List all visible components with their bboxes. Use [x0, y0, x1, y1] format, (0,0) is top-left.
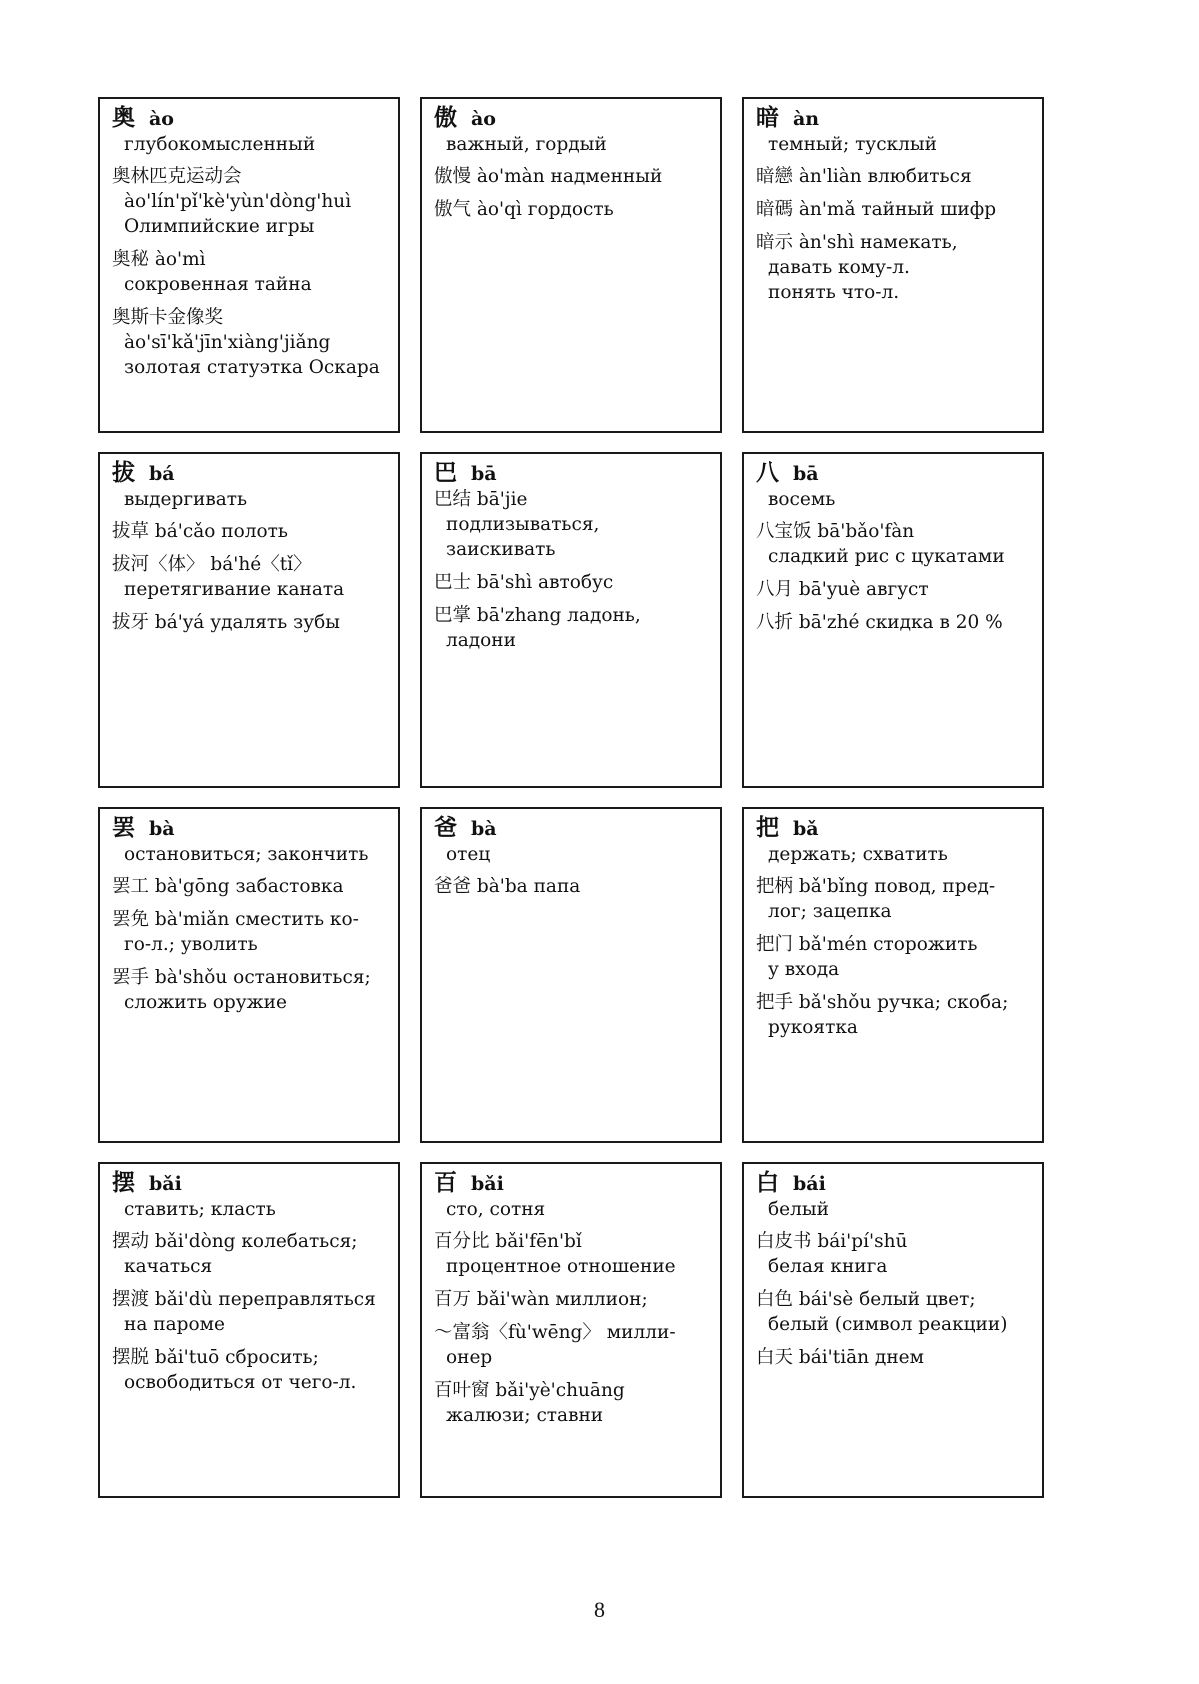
entry-continuation-line: подлизываться, заискивать [446, 514, 600, 560]
card-header [756, 1170, 1034, 1197]
entry-line: 把柄 bǎ'bǐng повод, пред- [756, 876, 996, 897]
entry-continuation-line: освободиться от чего-л. [124, 1372, 357, 1393]
dictionary-card [98, 452, 400, 788]
entry-continuation-line: качаться [124, 1256, 213, 1277]
headword-meaning: отец [446, 844, 491, 865]
dictionary-card [420, 807, 722, 1143]
card-header [434, 105, 712, 132]
headword-pinyin: ào [471, 108, 496, 130]
headword-meaning: темный; тусклый [768, 134, 937, 155]
headword-meaning: белый [768, 1199, 829, 1220]
headword-pinyin: ào [149, 108, 174, 130]
card-header [112, 1170, 390, 1197]
headword-hanzi: 巴 [434, 459, 457, 486]
entry-continuation-line: ào'lín'pǐ'kè'yùn'dòng'huì [124, 191, 352, 212]
entry-line: 奥林匹克运动会 [112, 166, 242, 187]
dictionary-card [742, 1162, 1044, 1498]
entry-line: 罢免 bà'miǎn сместить ко- [112, 909, 359, 930]
compound-entry [756, 874, 1034, 924]
entry-line: 暗戀 àn'liàn влюбиться [756, 166, 972, 187]
entry-line: 奥秘 ào'mì [112, 249, 206, 270]
entry-line: 白天 bái'tiān днем [756, 1347, 924, 1368]
headword-meaning: восемь [768, 489, 836, 510]
entry-line: 白色 bái'sè белый цвет; [756, 1289, 976, 1310]
entry-continuation-line: белая книга [768, 1256, 888, 1277]
entry-line: 罢手 bà'shǒu остановиться; [112, 967, 371, 988]
entry-continuation-line: лог; зацепка [768, 901, 892, 922]
compound-entry [112, 874, 390, 899]
card-header [756, 815, 1034, 842]
headword-meaning: ставить; класть [124, 1199, 276, 1220]
dictionary-card [420, 452, 722, 788]
compound-entry [756, 577, 1034, 602]
entry-line: 摆脱 bǎi'tuō сбросить; [112, 1347, 319, 1368]
headword-pinyin: bà [149, 818, 175, 840]
entry-line: 把手 bǎ'shǒu ручка; скоба; [756, 992, 1009, 1013]
compound-entry [434, 1229, 712, 1279]
entry-line: 爸爸 bà'ba папа [434, 876, 581, 897]
dictionary-card [98, 1162, 400, 1498]
headword-meaning: важный, гордый [446, 134, 607, 155]
headword-hanzi: 拔 [112, 459, 135, 486]
entry-line: 白皮书 bái'pí'shū [756, 1231, 908, 1252]
headword-hanzi: 摆 [112, 1169, 135, 1196]
entry-line: 拔河〈体〉 bá'hé〈tǐ〉 [112, 554, 312, 575]
compound-entry [112, 610, 390, 635]
entry-continuation-line: процентное отношение [446, 1256, 676, 1277]
entry-continuation-line: сладкий рис с цукатами [768, 546, 1005, 567]
dictionary-card [420, 1162, 722, 1498]
compound-entry [434, 603, 712, 653]
compound-entry [112, 965, 390, 1015]
compound-entry [756, 1229, 1034, 1279]
dictionary-card [98, 807, 400, 1143]
headword-pinyin: bā [471, 463, 497, 485]
headword-hanzi: 奥 [112, 104, 135, 131]
entry-continuation-line: ладони [446, 630, 516, 651]
headword-hanzi: 把 [756, 814, 779, 841]
entry-line: 摆渡 bǎi'dù переправляться [112, 1289, 376, 1310]
headword-pinyin: bá [149, 463, 175, 485]
compound-entry [112, 1345, 390, 1395]
compound-entry [434, 874, 712, 899]
entry-line: 把门 bǎ'mén сторожить [756, 934, 978, 955]
compound-entry [756, 197, 1034, 222]
dictionary-card [742, 97, 1044, 433]
headword-pinyin: bǎi [471, 1173, 504, 1195]
headword-meaning: выдергивать [124, 489, 248, 510]
entry-continuation-line: жалюзи; ставни [446, 1405, 604, 1426]
entry-line: 八月 bā'yuè август [756, 579, 929, 600]
headword-hanzi: 白 [756, 1169, 779, 1196]
compound-entry [112, 164, 390, 239]
page-number: 8 [594, 1597, 605, 1622]
entry-continuation-line: перетягивание каната [124, 579, 345, 600]
compound-entry [112, 907, 390, 957]
entry-continuation-line: ào'sī'kǎ'jīn'xiàng'jiǎng [124, 332, 331, 353]
card-header [434, 1170, 712, 1197]
headword-pinyin: bā [793, 463, 819, 485]
headword-hanzi: 八 [756, 459, 779, 486]
entry-line: 摆动 bǎi'dòng колебаться; [112, 1231, 358, 1252]
compound-entry [434, 197, 712, 222]
entry-continuation-line: сложить оружие [124, 992, 287, 1013]
entry-line: 拔草 bá'cǎo полоть [112, 521, 288, 542]
entry-line: 奥斯卡金像奖 [112, 307, 224, 328]
entry-continuation-line: золотая статуэтка Оскара [124, 357, 380, 378]
headword-hanzi: 百 [434, 1169, 457, 1196]
headword-meaning: остановиться; закончить [124, 844, 369, 865]
card-header [112, 460, 390, 487]
headword-pinyin: bǎi [149, 1173, 182, 1195]
entry-line: 巴结 bā'jie [434, 489, 528, 510]
dictionary-card [420, 97, 722, 433]
entry-line: 暗示 àn'shì намекать, [756, 232, 958, 253]
compound-entry [756, 1287, 1034, 1337]
compound-entry [434, 487, 712, 562]
entry-line: 百万 bǎi'wàn миллион; [434, 1289, 648, 1310]
compound-entry [112, 1229, 390, 1279]
compound-entry [756, 230, 1034, 305]
compound-entry [112, 519, 390, 544]
entry-continuation-line: сокровенная тайна [124, 274, 312, 295]
headword-meaning: глубокомысленный [124, 134, 316, 155]
headword-pinyin: àn [793, 108, 820, 130]
entry-continuation-line: давать кому-л. [768, 257, 910, 278]
headword-hanzi: 爸 [434, 814, 457, 841]
entry-line: 百叶窗 bǎi'yè'chuāng [434, 1380, 625, 1401]
entry-line: 暗碼 àn'mǎ тайный шифр [756, 199, 997, 220]
compound-entry [756, 610, 1034, 635]
compound-entry [112, 1287, 390, 1337]
compound-entry [434, 1287, 712, 1312]
entry-line: 八折 bā'zhé скидка в 20 % [756, 612, 1003, 633]
compound-entry [756, 932, 1034, 982]
headword-meaning: сто, сотня [446, 1199, 546, 1220]
headword-hanzi: 罢 [112, 814, 135, 841]
compound-entry [112, 305, 390, 380]
card-header [756, 460, 1034, 487]
compound-entry [112, 552, 390, 602]
compound-entry [434, 1320, 712, 1370]
headword-hanzi: 傲 [434, 104, 457, 131]
entry-continuation-line: Олимпийские игры [124, 216, 315, 237]
entry-line: 百分比 bǎi'fēn'bǐ [434, 1231, 582, 1252]
compound-entry [434, 570, 712, 595]
compound-entry [434, 1378, 712, 1428]
entry-continuation-line: онер [446, 1347, 493, 1368]
entry-line: 八宝饭 bā'bǎo'fàn [756, 521, 915, 542]
headword-pinyin: bǎ [793, 818, 819, 840]
entry-line: 傲气 ào'qì гордость [434, 199, 614, 220]
card-header [434, 815, 712, 842]
dictionary-card [98, 97, 400, 433]
entry-continuation-line: белый (символ реакции) [768, 1314, 1008, 1335]
headword-meaning: держать; схватить [768, 844, 948, 865]
card-header [434, 460, 712, 487]
compound-entry [756, 164, 1034, 189]
headword-pinyin: bà [471, 818, 497, 840]
dictionary-card [742, 807, 1044, 1143]
compound-entry [756, 519, 1034, 569]
card-header [112, 815, 390, 842]
entry-continuation-line: у входа [768, 959, 840, 980]
compound-entry [434, 164, 712, 189]
entry-continuation-line: рукоятка [768, 1017, 858, 1038]
entry-line: 巴士 bā'shì автобус [434, 572, 614, 593]
entry-line: 罢工 bà'gōng забастовка [112, 876, 344, 897]
entry-continuation-line: го-л.; уволить [124, 934, 258, 955]
entry-continuation-line: понять что-л. [768, 282, 900, 303]
card-header [756, 105, 1034, 132]
dictionary-card [742, 452, 1044, 788]
headword-hanzi: 暗 [756, 104, 779, 131]
headword-pinyin: bái [793, 1173, 826, 1195]
entry-line: 巴掌 bā'zhang ладонь, [434, 605, 641, 626]
entry-line: 傲慢 ào'màn надменный [434, 166, 663, 187]
entry-line: 拔牙 bá'yá удалять зубы [112, 612, 340, 633]
compound-entry [112, 247, 390, 297]
card-header [112, 105, 390, 132]
entry-line: ～富翁〈fù'wēng〉 милли- [434, 1322, 676, 1343]
compound-entry [756, 990, 1034, 1040]
entry-continuation-line: на пароме [124, 1314, 225, 1335]
compound-entry [756, 1345, 1034, 1370]
